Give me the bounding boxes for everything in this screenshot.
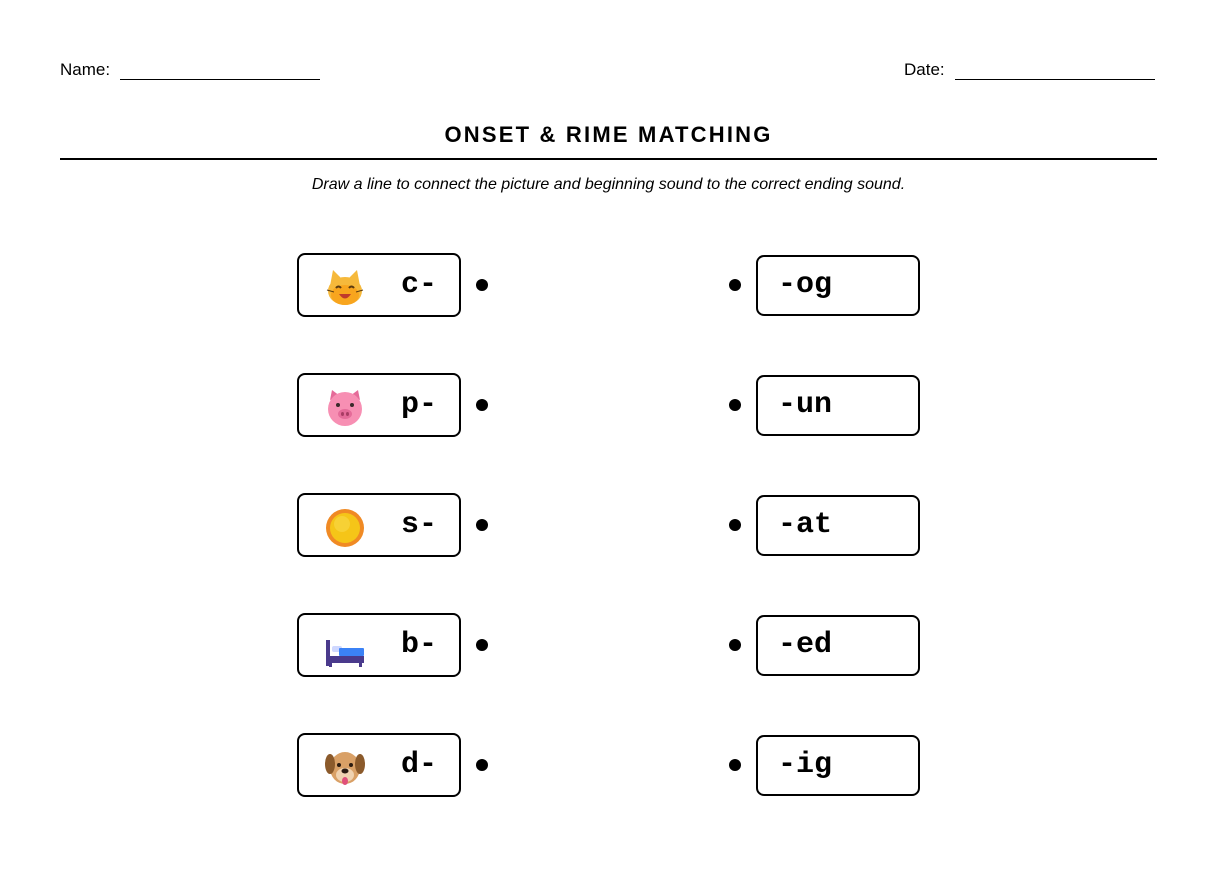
rime-text: -og [778, 268, 833, 302]
onset-letter: c- [400, 268, 437, 302]
date-input-line[interactable] [955, 65, 1155, 80]
worksheet-title: ONSET & RIME MATCHING [444, 122, 773, 147]
cat-icon [325, 268, 365, 308]
onset-dot-d[interactable] [476, 759, 488, 771]
rime-card-ig [756, 735, 920, 796]
onset-dot-b[interactable] [476, 639, 488, 651]
rime-dot-ed[interactable] [729, 639, 741, 651]
onset-card-p [297, 373, 461, 437]
onset-card-d [297, 733, 461, 797]
onset-letter: b- [400, 628, 437, 662]
rime-card-at [756, 495, 920, 556]
onset-dot-c[interactable] [476, 279, 488, 291]
rime-text: -ig [778, 748, 833, 782]
rime-dot-ig[interactable] [729, 759, 741, 771]
onset-letter: s- [400, 508, 437, 542]
rime-dot-og[interactable] [729, 279, 741, 291]
onset-dot-p[interactable] [476, 399, 488, 411]
pig-icon [325, 388, 365, 428]
bed-icon [325, 628, 365, 668]
rime-dot-at[interactable] [729, 519, 741, 531]
name-label: Name: [60, 60, 111, 79]
rime-text: -at [778, 508, 833, 542]
onset-card-c [297, 253, 461, 317]
onset-card-b [297, 613, 461, 677]
title-divider [60, 158, 1157, 160]
rime-text: -un [778, 388, 833, 422]
onset-card-s [297, 493, 461, 557]
rime-text: -ed [778, 628, 833, 662]
onset-dot-s[interactable] [476, 519, 488, 531]
name-input-line[interactable] [120, 65, 320, 80]
onset-letter: p- [400, 388, 437, 422]
date-field[interactable] [904, 60, 1155, 80]
rime-card-ed [756, 615, 920, 676]
sun-icon [325, 508, 365, 548]
rime-card-og [756, 255, 920, 316]
rime-card-un [756, 375, 920, 436]
date-label: Date: [904, 60, 945, 79]
onset-letter: d- [400, 748, 437, 782]
dog-icon [325, 748, 365, 788]
rime-dot-un[interactable] [729, 399, 741, 411]
instructions-text: Draw a line to connect the picture and beginning sound to the correct ending sound. [311, 176, 906, 193]
name-field[interactable] [60, 60, 320, 80]
